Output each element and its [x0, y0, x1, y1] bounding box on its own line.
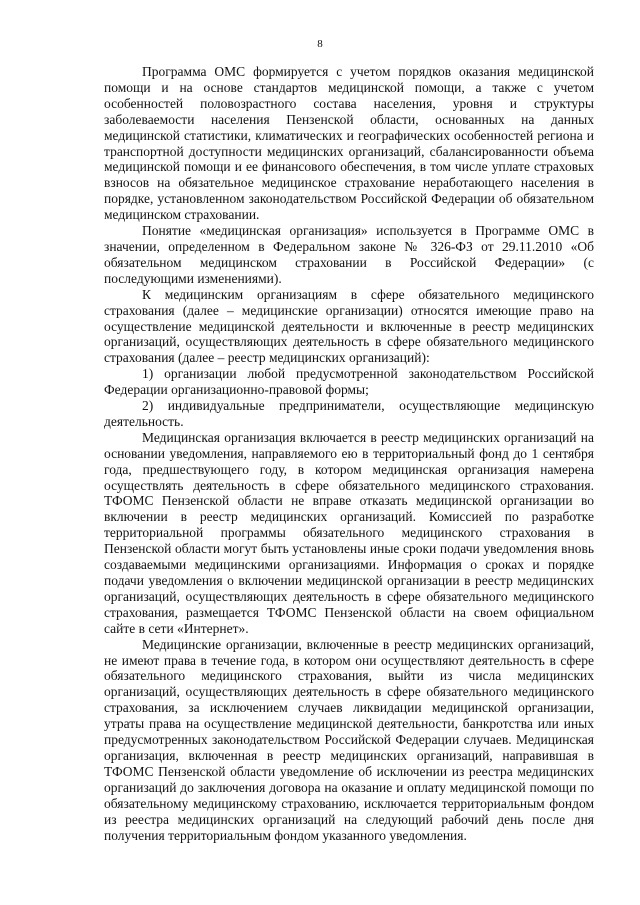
paragraph-medical-organizations-scope: К медицинским организациям в сфере обязательного медицинского страхования (далее – медицинские организации) относятся имеющие право на осуществление медицинской деятельности и включенные в реестр медицинских организаций, осуществляющих деятельность в сфере обязательного медицинского страхования (далее – реестр медицинских организаций):: [104, 286, 594, 366]
paragraph-registry-inclusion: Медицинская организация включается в реестр медицинских организаций на основании уведомления, направляемого ею в территориальный фонд до 1 сентября года, предшествующего году, в котором медицинская организация намерена осуществлять деятельность в сфере обязательного медицинского страхования. ТФОМС Пензенской области не вправе отказать медицинской организации во включении в реестр медицинских организаций. Комиссией по разработке территориальной программы обязательного медицинского страхования в Пензенской области могут быть установлены иные сроки подачи уведомления вновь создаваемыми медицинскими организациями. Информация о сроках и порядке подачи уведомления о включении медицинской организации в реестр медицинских организаций, осуществляющих деятельность в сфере обязательного медицинского страхования, размещается ТФОМС Пензенской области на своем официальном сайте в сети «Интернет».: [104, 429, 594, 636]
paragraph-program-formation: Программа ОМС формируется с учетом порядков оказания медицинской помощи и на основе стандартов медицинской помощи, а также с учетом особенностей половозрастного состава населения, уровня и структуры заболеваемости населения Пензенской области, основанных на данных медицинской статистики, климатических и географических особенностей региона и транспортной доступности медицинских организаций, сбалансированности объема медицинской помощи и ее финансового обеспечения, в том числе уплате страховых взносов на обязательное медицинское страхование неработающего населения в порядке, установленном законодательством Российской Федерации об обязательном медицинском страховании.: [104, 64, 594, 223]
document-body: [104, 64, 594, 843]
paragraph-medical-organization-definition: Понятие «медицинская организация» используется в Программе ОМС в значении, определенном в Федеральном законе № 326-ФЗ от 29.11.2010 «Об обязательном медицинском страховании в Российской Федерации» (с последующими изменениями).: [104, 223, 594, 286]
list-item-organizations: 1) организации любой предусмотренной законодательством Российской Федерации организационно-правовой формы;: [104, 366, 594, 398]
paragraph-registry-exclusion: Медицинские организации, включенные в реестр медицинских организаций, не имеют права в течение года, в котором они осуществляют деятельность в сфере обязательного медицинского страхования, выйти из числа медицинских организаций, осуществляющих деятельность в сфере обязательного медицинского страхования, за исключением случаев ликвидации медицинской организации, утраты права на осуществление медицинской деятельности, банкротства или иных предусмотренных законодательством Российской Федерации случаев. Медицинская организация, включенная в реестр медицинских организаций, направившая в ТФОМС Пензенской области уведомление об исключении из реестра медицинских организаций до заключения договора на оказание и оплату медицинской помощи по обязательному медицинскому страхованию, исключается территориальным фондом из реестра медицинских организаций на следующий рабочий день после дня получения территориальным фондом указанного уведомления.: [104, 636, 594, 843]
page-number: 8: [317, 38, 323, 50]
list-item-entrepreneurs: 2) индивидуальные предприниматели, осуществляющие медицинскую деятельность.: [104, 398, 594, 429]
